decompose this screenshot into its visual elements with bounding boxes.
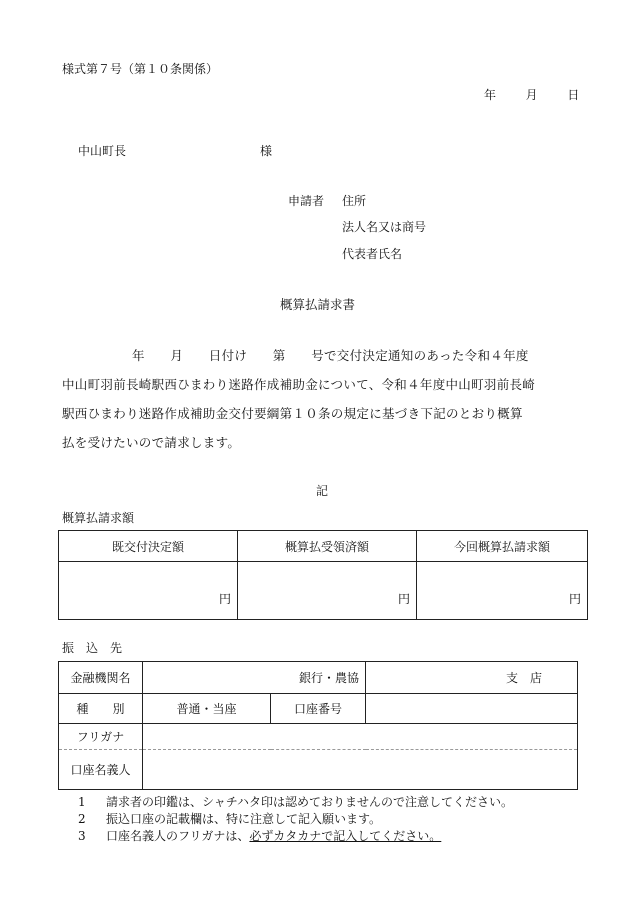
- note-2: 2 振込口座の記載欄は、特に注意して記入願います。: [78, 812, 382, 826]
- notes-list: [78, 794, 513, 845]
- date-year: 年: [484, 88, 497, 102]
- bank-name-label: 金融機関名: [59, 662, 143, 694]
- bank-table: [58, 661, 578, 790]
- applicant-address-label: 住所: [342, 194, 367, 208]
- decided-amount-cell[interactable]: 円: [59, 562, 238, 620]
- bank-name-cell[interactable]: [143, 662, 366, 694]
- body-line-3: 駅西ひまわり迷路作成補助金交付要綱第１０条の規定に基づき下記のとおり概算: [62, 406, 523, 421]
- applicant-label: 申請者: [288, 194, 325, 208]
- body-line-2: 中山町羽前長崎駅西ひまわり迷路作成補助金について、令和４年度中山町羽前長崎: [62, 377, 536, 392]
- kind-value[interactable]: 普通・当座: [143, 694, 271, 724]
- account-number-label: 口座番号: [271, 694, 366, 724]
- body-line-1: 年 月 日付け 第 号で交付決定通知のあった令和４年度: [132, 348, 529, 363]
- transfer-label: 振 込 先: [62, 641, 123, 655]
- amount-table: [58, 530, 588, 620]
- applicant-rep-label: 代表者氏名: [342, 247, 403, 261]
- account-holder-cell[interactable]: [143, 750, 578, 790]
- ki-heading: 記: [316, 484, 329, 498]
- note-1: 1 請求者の印鑑は、シャチハタ印は認めておりませんので注意してください。: [78, 795, 514, 809]
- date-day: 日: [567, 88, 580, 102]
- form-number: 様式第７号（第１０条関係）: [62, 62, 219, 76]
- document-title: 概算払請求書: [280, 297, 356, 312]
- received-amount-cell[interactable]: 円: [238, 562, 417, 620]
- header-decided-amount: 既交付決定額: [59, 531, 238, 562]
- addressee-name: 中山町長: [78, 144, 127, 158]
- date-month: 月: [525, 88, 538, 102]
- account-holder-label: 口座名義人: [59, 750, 143, 790]
- body-paragraph: [62, 341, 582, 457]
- kind-label: 種 別: [59, 694, 143, 724]
- note-3: 3 口座名義人のフリガナは、必ずカタカナで記入してください。: [78, 829, 442, 843]
- amount-label: 概算払請求額: [62, 511, 135, 525]
- request-amount-cell[interactable]: 円: [417, 562, 588, 620]
- header-received-amount: 概算払受領済額: [238, 531, 417, 562]
- header-request-amount: 今回概算払請求額: [417, 531, 588, 562]
- branch-label: 支 店: [506, 671, 543, 685]
- furigana-cell[interactable]: [143, 724, 578, 750]
- branch-cell[interactable]: [366, 662, 578, 694]
- account-number-cell[interactable]: [366, 694, 578, 724]
- body-line-4: 払を受けたいので請求します。: [62, 435, 241, 450]
- furigana-label: フリガナ: [59, 724, 143, 750]
- note-3-underlined: 必ずカタカナで記入してください。: [249, 829, 442, 843]
- addressee-honorific: 様: [260, 144, 273, 158]
- bank-type: 銀行・農協: [298, 671, 359, 685]
- date-line: [484, 86, 579, 103]
- applicant-corp-label: 法人名又は商号: [342, 220, 427, 234]
